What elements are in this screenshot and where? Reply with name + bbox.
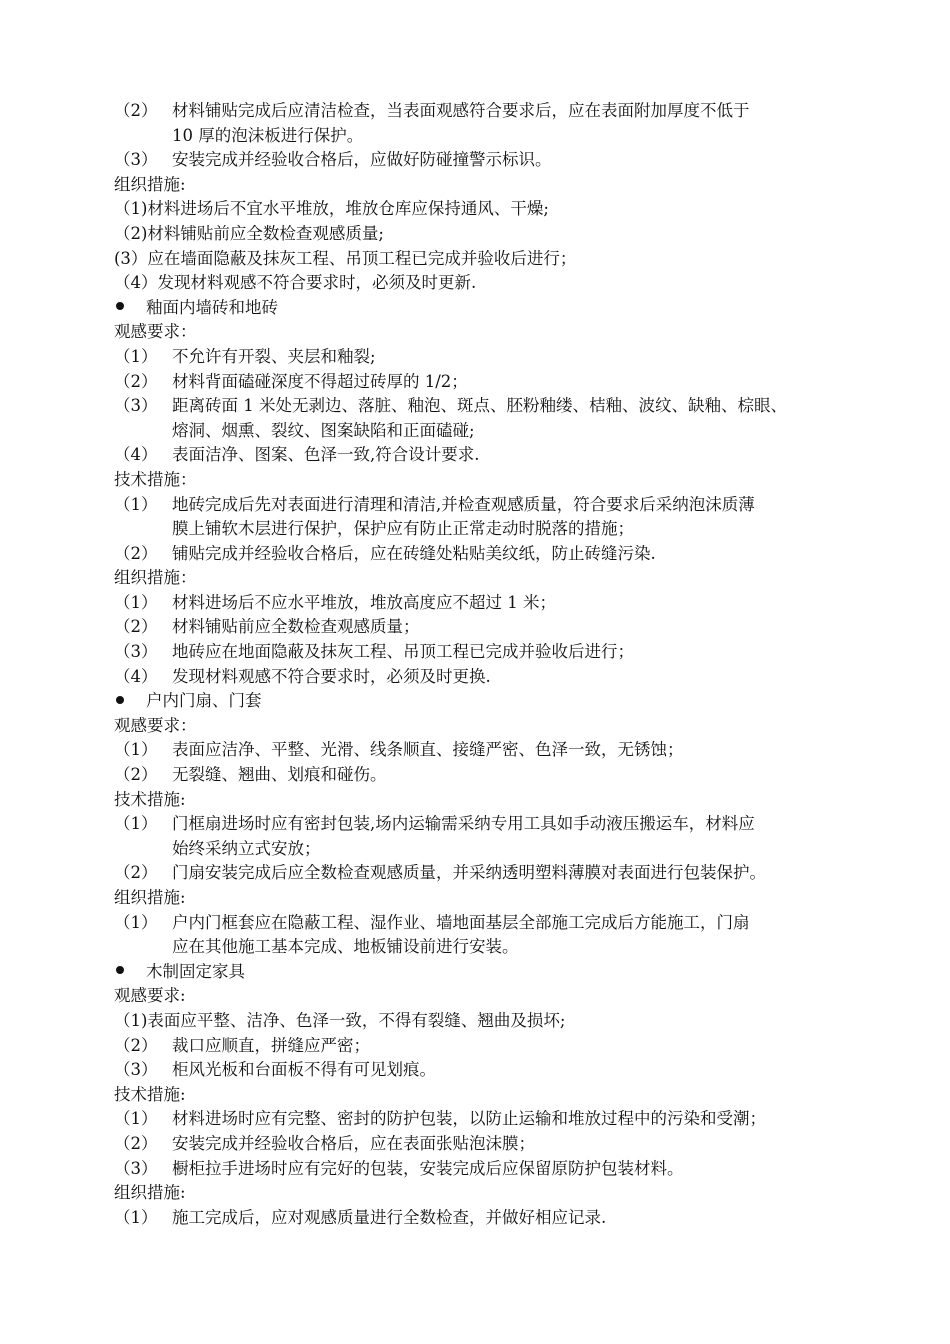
list-item-number: （2）: [114, 1133, 158, 1153]
list-item-text: 材料铺贴前应全数检查观感质量；: [172, 617, 420, 637]
list-item: [114, 763, 874, 788]
list-item: [114, 665, 874, 690]
list-item-number: （1）: [114, 346, 158, 366]
list-item: [114, 443, 874, 468]
list-item-continuation: 熔洞、烟熏、裂纹、图案缺陷和正面磕碰;: [172, 420, 475, 440]
subsection-label: 组织措施:: [114, 888, 186, 907]
list-item-continuation: 膜上铺软木层进行保护，保护应有防止正常走动时脱落的措施；: [172, 519, 634, 539]
list-item-number: （1）: [114, 494, 158, 514]
list-item: [114, 542, 874, 567]
list-item: [114, 640, 874, 665]
list-item: [114, 99, 874, 124]
subsection-label: 技术措施:: [114, 1084, 186, 1104]
list-item-number: （3）: [114, 1060, 158, 1080]
list-item-text: 地砖应在地面隐蔽及抹灰工程、吊顶工程已完成并验收后进行；: [172, 642, 634, 662]
section-heading-text: 釉面内墙砖和地砖: [146, 297, 278, 317]
list-item-text: 户内门框套应在隐蔽工程、湿作业、墙地面基层全部施工完成后方能施工，门扇: [172, 912, 750, 932]
list-item-number: （1）: [114, 814, 158, 834]
list-item: [114, 148, 874, 173]
list-item-text: 门框扇进场时应有密封包装,场内运输需采纳专用工具如手动液压搬运车，材料应: [172, 814, 755, 834]
list-item-number: （3）: [114, 150, 158, 170]
subsection-label: 观感要求:: [114, 986, 186, 1006]
list-item: [114, 394, 874, 419]
list-item-text: 材料进场后不应水平堆放，堆放高度应不超过 1 米；: [172, 592, 556, 612]
list-item: [114, 738, 874, 763]
list-item-number: （2）: [114, 543, 158, 563]
section-heading: [114, 689, 874, 714]
list-item: [114, 493, 874, 518]
list-item: (3）应在墙面隐蔽及抹灰工程、吊顶工程已完成并验收后进行；: [114, 248, 577, 268]
list-item-number: （4）: [114, 666, 158, 686]
list-item: [114, 1132, 874, 1157]
list-item-continuation: 应在其他施工基本完成、地板铺设前进行安装。: [172, 937, 519, 957]
list-item-number: （3）: [114, 1158, 158, 1178]
list-item: [114, 1107, 874, 1132]
list-item-text: 安装完成并经验收合格后，应在表面张贴泡沫膜；: [172, 1133, 535, 1153]
list-item-number: （3）: [114, 642, 158, 662]
list-item-number: （2）: [114, 617, 158, 637]
list-item-number: （2）: [114, 1035, 158, 1055]
list-item-number: （4）: [114, 445, 158, 465]
list-item: [114, 345, 874, 370]
list-item-text: 不允许有开裂、夹层和釉裂;: [172, 346, 376, 366]
list-item: [114, 1058, 874, 1083]
subsection-label: 技术措施：: [114, 469, 197, 489]
list-item-text: 地砖完成后先对表面进行清理和清洁,并检查观感质量，符合要求后采纳泡沫质薄: [172, 494, 755, 514]
list-item-text: 裁口应顺直，拼缝应严密；: [172, 1035, 370, 1055]
list-item: [114, 591, 874, 616]
section-heading: [114, 296, 874, 321]
list-item-number: （2）: [114, 101, 158, 120]
list-item-number: （2）: [114, 863, 158, 883]
list-item-text: 橱柜拉手进场时应有完好的包装，安装完成后应保留原防护包装材料。: [172, 1158, 684, 1178]
list-item-text: 发现材料观感不符合要求时，必须及时更换.: [172, 666, 491, 686]
subsection-label: 组织措施:: [114, 174, 186, 194]
subsection-label: 技术措施:: [114, 789, 186, 809]
list-item-number: （1）: [114, 912, 158, 932]
section-heading-text: 户内门扇、门套: [146, 691, 262, 711]
subsection-label: 组织措施：: [114, 568, 197, 588]
list-item-text: 门扇安装完成后应全数检查观感质量，并采纳透明塑料薄膜对表面进行包装保护。: [172, 863, 766, 883]
list-item: （1)材料进场后不宜水平堆放，堆放仓库应保持通风、干燥;: [114, 199, 549, 219]
list-item-text: 表面洁净、图案、色泽一致,符合设计要求.: [172, 445, 480, 465]
bullet-icon: [116, 696, 124, 704]
list-item: [114, 1206, 874, 1231]
list-item-text: 材料背面磕碰深度不得超过砖厚的 1/2；: [172, 371, 468, 391]
list-item: （1)表面应平整、洁净、色泽一致，不得有裂缝、翘曲及损坏;: [114, 1010, 566, 1030]
document-body: [114, 99, 874, 1230]
list-item-text: 铺贴完成并经验收合格后，应在砖缝处粘贴美纹纸，防止砖缝污染.: [172, 543, 656, 563]
list-item-number: （1）: [114, 1207, 158, 1227]
list-item: [114, 861, 874, 886]
list-item: （4）发现材料观感不符合要求时，必须及时更新.: [114, 273, 477, 293]
list-item-text: 柜风光板和台面板不得有可见划痕。: [172, 1060, 436, 1080]
list-item: [114, 1034, 874, 1059]
list-item-number: （2）: [114, 765, 158, 785]
list-item-text: 材料进场时应有完整、密封的防护包装，以防止运输和堆放过程中的污染和受潮；: [172, 1109, 766, 1129]
list-item: [114, 911, 874, 936]
list-item-number: （1）: [114, 740, 158, 760]
subsection-label: 组织措施:: [114, 1183, 186, 1203]
list-item-text: 材料铺贴完成后应清洁检查，当表面观感符合要求后，应在表面附加厚度不低于: [172, 101, 750, 120]
list-item-text: 施工完成后，应对观感质量进行全数检查，并做好相应记录.: [172, 1207, 607, 1227]
list-item-continuation: 始终采纳立式安放；: [172, 838, 321, 858]
list-item: [114, 615, 874, 640]
bullet-icon: [116, 966, 124, 974]
section-heading-text: 木制固定家具: [146, 961, 245, 981]
list-item-text: 表面应洁净、平整、光滑、线条顺直、接缝严密、色泽一致，无锈蚀；: [172, 740, 684, 760]
section-heading: [114, 960, 874, 985]
list-item-continuation: 10 厚的泡沫板进行保护。: [172, 125, 364, 145]
list-item: [114, 812, 874, 837]
subsection-label: 观感要求：: [114, 322, 197, 342]
list-item: （2)材料铺贴前应全数检查观感质量;: [114, 223, 384, 243]
subsection-label: 观感要求：: [114, 715, 197, 735]
list-item-number: （2）: [114, 371, 158, 391]
bullet-icon: [116, 302, 124, 310]
list-item-number: （1）: [114, 1109, 158, 1129]
list-item-number: （1）: [114, 592, 158, 612]
list-item-text: 无裂缝、翘曲、划痕和碰伤。: [172, 765, 387, 785]
list-item-text: 距离砖面 1 米处无剥边、落脏、釉泡、斑点、胚粉釉缕、桔釉、波纹、缺釉、棕眼、: [172, 396, 787, 416]
list-item-text: 安装完成并经验收合格后，应做好防碰撞警示标识。: [172, 150, 552, 170]
list-item: [114, 1157, 874, 1182]
list-item: [114, 370, 874, 395]
list-item-number: （3）: [114, 396, 158, 416]
